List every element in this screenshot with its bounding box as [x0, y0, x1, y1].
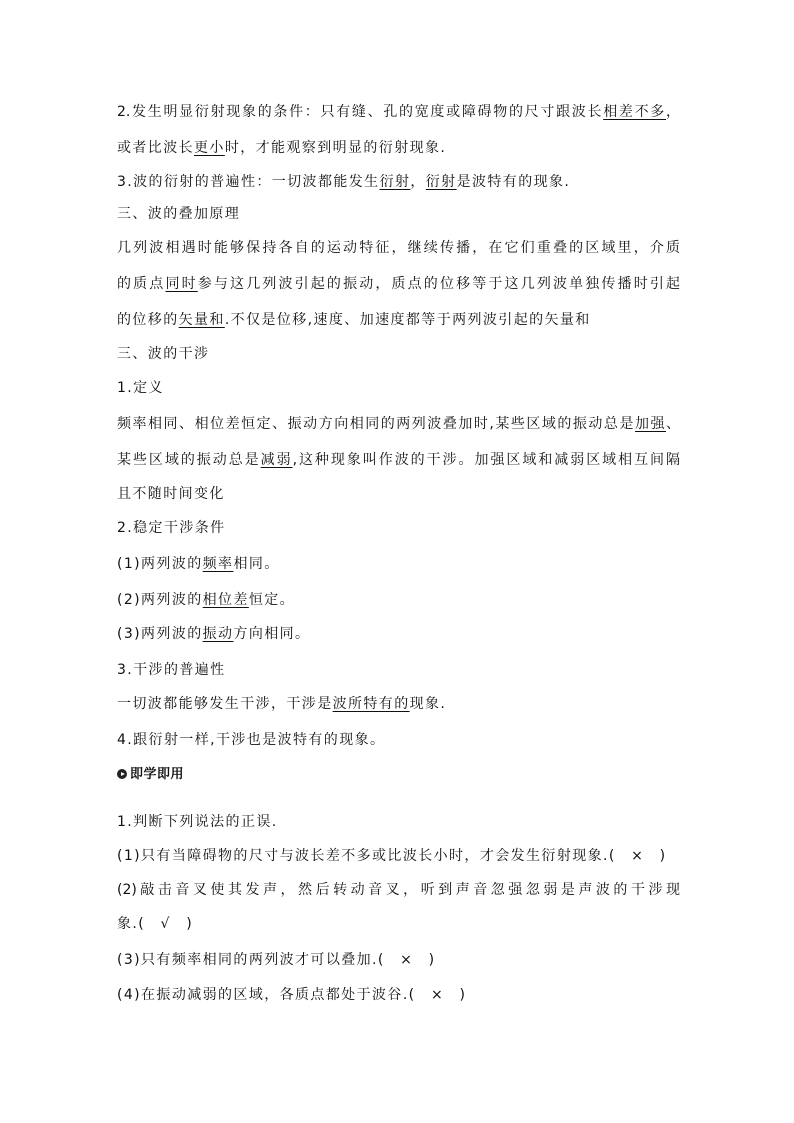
text-line: [117, 554, 280, 574]
text-line: [117, 880, 680, 900]
text-line: [117, 172, 570, 192]
text-segment: (1)只有当障碍物的尺寸与波长差不多或比波长小时，才会发生衍射现象.( × ): [117, 848, 667, 864]
text-line: [117, 730, 385, 750]
text-segment: 象.( √ ): [117, 916, 194, 932]
text-segment: (3)两列波的: [117, 626, 203, 642]
text-line: [117, 985, 466, 1005]
text-segment: 的质点: [117, 276, 166, 292]
text-segment: 时，才能观察到明显的衍射现象.: [224, 140, 447, 156]
underlined-answer: 振动: [202, 626, 234, 642]
text-segment: (1)两列波的: [117, 556, 203, 572]
text-line: [117, 344, 209, 364]
play-circle-icon: [117, 769, 127, 779]
section-heading: 即学即用: [130, 767, 185, 782]
text-line: [117, 414, 680, 434]
text-segment: 的位移的: [117, 312, 179, 328]
text-line: [117, 950, 436, 970]
text-segment: ,这种现象叫作波的干涉。加强区域和减弱区域相互间隔: [292, 452, 681, 468]
underlined-answer: 波所特有的: [332, 696, 410, 712]
underlined-answer: 衍射: [379, 174, 411, 190]
text-line: [117, 846, 667, 866]
text-line: [117, 378, 164, 398]
text-line: [117, 310, 591, 330]
text-segment: (4)在振动减弱的区域，各质点都处于波谷.( × ): [117, 987, 467, 1003]
text-line: [117, 138, 446, 158]
text-segment: 相同。: [233, 556, 280, 572]
text-segment: 、: [666, 416, 680, 432]
text-segment: 或者比波长: [117, 140, 194, 156]
text-line: [117, 624, 310, 644]
underlined-answer: 衍射: [425, 174, 457, 190]
text-line: [117, 765, 184, 785]
text-segment: 3.波的衍射的普遍性：一切波都能发生: [117, 174, 380, 190]
text-line: [117, 484, 225, 504]
underlined-answer: 相位差: [202, 592, 249, 608]
text-segment: 恒定。: [248, 592, 296, 608]
text-line: [117, 590, 295, 610]
text-segment: 三、波的干涉: [117, 346, 210, 362]
text-segment: ，: [410, 174, 426, 190]
text-segment: 4.跟衍射一样,干涉也是波特有的现象。: [117, 732, 386, 748]
text-segment: 三、波的叠加原理: [117, 206, 241, 222]
text-segment: 现象.: [409, 696, 447, 712]
text-line: [117, 450, 680, 470]
text-line: [117, 812, 278, 832]
underlined-answer: 减弱: [260, 452, 293, 468]
text-segment: 参与这几列波引起的振动，质点的位移等于这几列波单独传播时引起: [197, 276, 681, 292]
text-line: [117, 204, 240, 224]
text-segment: 频率相同、相位差恒定、振动方向相同的两列波叠加时,某些区域的振动总是: [117, 416, 635, 432]
text-segment: (3)只有频率相同的两列波才可以叠加.( × ): [117, 952, 436, 968]
underlined-answer: 矢量和: [178, 312, 225, 328]
underlined-answer: 更小: [194, 140, 225, 156]
text-segment: 2.发生明显衍射现象的条件：只有缝、孔的宽度或障碍物的尺寸跟波长: [117, 104, 604, 120]
text-segment: 1.定义: [117, 380, 164, 396]
text-segment: ，: [666, 104, 681, 120]
underlined-answer: 加强: [634, 416, 666, 432]
text-line: [117, 694, 446, 714]
text-segment: 2.稳定干涉条件: [117, 520, 226, 536]
text-segment: 一切波都能够发生干涉，干涉是: [117, 696, 333, 712]
text-segment: 1.判断下列说法的正误.: [117, 814, 278, 830]
text-segment: 是波特有的现象.: [456, 174, 571, 190]
text-segment: .不仅是位移,速度、加速度都等于两列波引起的矢量和: [224, 312, 591, 328]
underlined-answer: 同时: [165, 276, 198, 292]
text-segment: 几列波相遇时能够保持各自的运动特征，继续传播，在它们重叠的区域里，介质: [117, 240, 680, 256]
underlined-answer: 频率: [202, 556, 234, 572]
text-segment: 某些区域的振动总是: [117, 452, 261, 468]
text-segment: 方向相同。: [233, 626, 311, 642]
text-segment: (2)敲击音叉使其发声，然后转动音叉，听到声音忽强忽弱是声波的干涉现: [117, 882, 680, 898]
text-line: [117, 102, 680, 122]
text-segment: 3.干涉的普遍性: [117, 662, 226, 678]
text-segment: 且不随时间变化: [117, 486, 225, 502]
text-line: [117, 238, 680, 258]
text-line: [117, 274, 680, 294]
text-line: [117, 660, 226, 680]
text-line: [117, 914, 193, 934]
text-segment: (2)两列波的: [117, 592, 203, 608]
text-line: [117, 518, 226, 538]
underlined-answer: 相差不多: [603, 104, 667, 120]
